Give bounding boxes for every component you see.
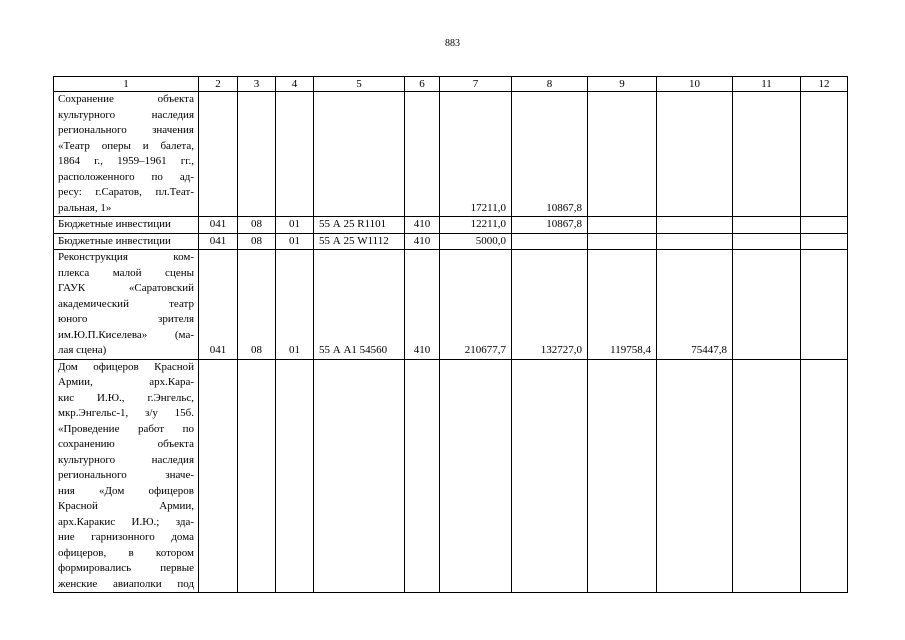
cell-section [238, 92, 276, 217]
column-header: 11 [733, 77, 801, 92]
row-name-line: женские авиаполки под [58, 577, 194, 590]
cell-amount [588, 92, 657, 217]
cell-amount [440, 359, 512, 593]
row-name-line: лая сцена) [58, 344, 107, 356]
cell-chapter: 041 [199, 217, 238, 234]
cell-amount: 210677,7 [440, 250, 512, 360]
cell-expense-type: 410 [405, 233, 440, 250]
row-name-line: офицеров, в котором [58, 546, 194, 559]
cell-section [238, 359, 276, 593]
column-header: 8 [512, 77, 588, 92]
cell-amount [801, 217, 848, 234]
column-header: 3 [238, 77, 276, 92]
cell-section: 08 [238, 217, 276, 234]
row-name-line: 1864 г., 1959–1961 гг., [58, 155, 194, 167]
cell-amount: 75447,8 [657, 250, 733, 360]
cell-amount [733, 359, 801, 593]
cell-target-article: 55 А 25 R1101 [314, 217, 405, 234]
table-row [54, 233, 848, 250]
column-header: 6 [405, 77, 440, 92]
cell-amount [801, 92, 848, 217]
cell-target-article [314, 92, 405, 217]
cell-amount [588, 359, 657, 593]
cell-subsection [276, 359, 314, 593]
cell-expense-type [405, 359, 440, 593]
table-row [54, 217, 848, 234]
row-name-line: Армии, арх.Кара- [58, 376, 194, 388]
row-name-line: «Театр оперы и балета, [58, 139, 194, 152]
cell-expense-type: 410 [405, 217, 440, 234]
cell-amount [657, 217, 733, 234]
cell-amount [801, 233, 848, 250]
column-header: 9 [588, 77, 657, 92]
row-name-line: Красной Армии, [58, 500, 194, 512]
table-row [54, 359, 848, 593]
header-row [54, 77, 848, 92]
cell-amount: 132727,0 [512, 250, 588, 360]
cell-expense-type [405, 92, 440, 217]
row-name-line: формировались первые [58, 562, 194, 574]
cell-amount [588, 233, 657, 250]
row-name-line: Дом офицеров Красной [58, 360, 194, 373]
cell-amount [733, 233, 801, 250]
row-name-line: расположенного по ад- [58, 170, 194, 183]
row-name-line: академический театр [58, 297, 194, 310]
cell-section: 08 [238, 233, 276, 250]
cell-subsection: 01 [276, 233, 314, 250]
cell-section: 08 [238, 250, 276, 360]
column-header: 12 [801, 77, 848, 92]
cell-amount [657, 359, 733, 593]
row-name [54, 233, 199, 250]
row-name [54, 250, 199, 360]
cell-expense-type: 410 [405, 250, 440, 360]
cell-amount [512, 359, 588, 593]
cell-amount [733, 250, 801, 360]
cell-amount [733, 217, 801, 234]
cell-chapter [199, 359, 238, 593]
row-name-line: Сохранение объекта [58, 93, 194, 105]
row-name-line: регионального значе- [58, 469, 194, 481]
cell-subsection: 01 [276, 217, 314, 234]
cell-amount: 119758,4 [588, 250, 657, 360]
column-header: 5 [314, 77, 405, 92]
cell-chapter: 041 [199, 233, 238, 250]
cell-amount [801, 359, 848, 593]
cell-amount: 17211,0 [440, 92, 512, 217]
cell-amount: 10867,8 [512, 92, 588, 217]
budget-table [53, 76, 848, 593]
row-name [54, 359, 199, 593]
row-name-line: сохранению объекта [58, 438, 194, 450]
row-name [54, 217, 199, 234]
column-header: 2 [199, 77, 238, 92]
row-name-line: «Проведение работ по [58, 422, 194, 435]
column-header: 10 [657, 77, 733, 92]
page-number: 883 [445, 38, 460, 49]
row-name-line: ние гарнизонного дома [58, 531, 194, 543]
row-name-line: им.Ю.П.Киселева» (ма- [58, 328, 194, 341]
column-header: 7 [440, 77, 512, 92]
column-header: 1 [54, 77, 199, 92]
cell-amount: 10867,8 [512, 217, 588, 234]
cell-subsection [276, 92, 314, 217]
row-name [54, 92, 199, 217]
column-header: 4 [276, 77, 314, 92]
cell-target-article: 55 А 25 W1112 [314, 233, 405, 250]
row-name-line: юного зрителя [58, 313, 194, 325]
cell-amount [657, 233, 733, 250]
row-name-line: Реконструкция ком- [58, 251, 194, 263]
cell-chapter: 041 [199, 250, 238, 360]
cell-chapter [199, 92, 238, 217]
row-name-line: арх.Каракис И.Ю.; зда- [58, 515, 194, 528]
cell-amount [588, 217, 657, 234]
row-name-line: ния «Дом офицеров [58, 484, 194, 497]
cell-subsection: 01 [276, 250, 314, 360]
row-name-line: культурного наследия [58, 453, 194, 466]
cell-target-article: 55 А А1 54560 [314, 250, 405, 360]
row-name-line: плекса малой сцены [58, 266, 194, 279]
table-row [54, 250, 848, 360]
cell-target-article [314, 359, 405, 593]
row-name-line: регионального значения [58, 124, 194, 136]
row-name-line: ГАУК «Саратовский [58, 282, 194, 294]
cell-amount [733, 92, 801, 217]
cell-amount [512, 233, 588, 250]
row-name-line: мкр.Энгельс-1, з/у 15б. [58, 407, 194, 419]
cell-amount: 12211,0 [440, 217, 512, 234]
row-name-line: Бюджетные инвестиции [58, 234, 171, 247]
cell-amount [801, 250, 848, 360]
row-name-line: культурного наследия [58, 108, 194, 121]
cell-amount: 5000,0 [440, 233, 512, 250]
table-row [54, 92, 848, 217]
cell-amount [657, 92, 733, 217]
row-name-line: ральная, 1» [58, 201, 112, 214]
row-name-line: Бюджетные инвестиции [58, 218, 171, 230]
row-name-line: кис И.Ю., г.Энгельс, [58, 391, 194, 404]
row-name-line: ресу: г.Саратов, пл.Теат- [58, 186, 194, 198]
